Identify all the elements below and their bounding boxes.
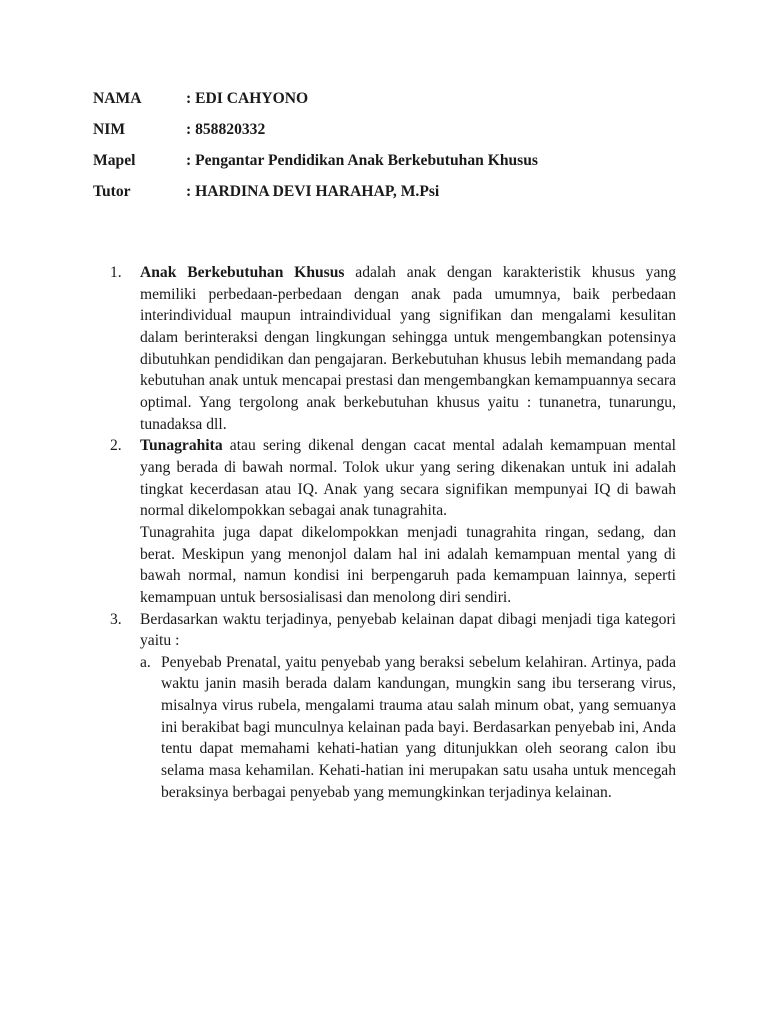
header-row-nama: [93, 88, 538, 119]
sub-item-text: Penyebab Prenatal, yaitu penyebab yang beraksi sebelum kelahiran. Artinya, pada waktu janin masih berada dalam kandungan, mungkin sang ibu terserang virus, misalnya virus rubela, mengalami trauma atau salah minum obat, yang semuanya ini berakibat bagi munculnya kelainan pada bayi. Berdasarkan penyebab ini, Anda tentu dapat memahami kehati-hatian yang ditunjukkan oleh seorang calon ibu selama masa kehamilan. Kehati-hatian ini merupakan satu usaha untuk mencegah beraksinya berbagai penyebab yang memungkinkan terjadinya kelainan.: [161, 653, 676, 801]
header-value: : EDI CAHYONO: [186, 90, 309, 107]
answer-list: [110, 262, 676, 803]
sub-list-item: [140, 652, 676, 804]
header-row-tutor: [93, 181, 538, 212]
list-item: [110, 435, 676, 608]
header-label: NIM: [93, 121, 126, 138]
header-label: NAMA: [93, 90, 142, 107]
header-value: : HARDINA DEVI HARAHAP, M.Psi: [186, 183, 440, 200]
list-item: [110, 609, 676, 804]
sub-item-letter: a.: [140, 653, 151, 671]
header-value: : Pengantar Pendidikan Anak Berkebutuhan Khusus: [186, 152, 538, 169]
list-item: [110, 262, 676, 435]
term-bold: Anak Berkebutuhan Khusus: [140, 264, 345, 281]
item-body: [140, 609, 676, 804]
item-number: 1.: [110, 264, 122, 281]
header-row-mapel: [93, 150, 538, 181]
identity-header: [93, 88, 538, 212]
paragraph: Tunagrahita juga dapat dikelompokkan menjadi tunagrahita ringan, sedang, dan berat. Meskipun yang menonjol dalam hal ini adalah kemampuan mental yang di bawah normal, namun kondisi ini berpengaruh pada kemampuan lainnya, seperti kemampuan untuk bersosialisasi dan menolong diri sendiri.: [140, 523, 676, 606]
paragraph: [140, 435, 676, 522]
paragraph-text: adalah anak dengan karakteristik khusus yang memiliki perbedaan-perbedaan dengan anak pada umumnya, baik perbedaan interindividual maupun intraindividual yang signifikan dan mengalami kesulitan dalam berinteraksi dengan lingkungan sehingga untuk mengembangkan potensinya dibutuhkan pendidikan dan pengajaran. Berkebutuhan khusus lebih memandang pada kebutuhan anak untuk mencapai prestasi dan mengembangkan kemampuannya secara optimal. Yang tergolong anak berkebutuhan khusus yaitu : tunanetra, tunarungu, tunadaksa dll.: [140, 264, 676, 433]
header-label: Tutor: [93, 183, 131, 200]
item-body: [140, 262, 676, 435]
paragraph-text: atau sering dikenal dengan cacat mental adalah kemampuan mental yang berada di bawah normal. Tolok ukur yang sering dikenakan untuk ini adalah tingkat kecerdasan atau IQ. Anak yang secara signifikan mempunyai IQ di bawah normal dikelompokkan sebagai anak tunagrahita.: [140, 437, 676, 520]
item-number: 2.: [110, 437, 122, 455]
header-row-nim: [93, 119, 538, 150]
header-label: Mapel: [93, 152, 136, 169]
paragraph: [140, 262, 676, 435]
term-bold: Tunagrahita: [140, 437, 223, 455]
item-body: [140, 435, 676, 608]
header-value: : 858820332: [186, 121, 266, 138]
item-number: 3.: [110, 610, 122, 628]
paragraph: Berdasarkan waktu terjadinya, penyebab kelainan dapat dibagi menjadi tiga kategori yaitu :: [140, 610, 676, 650]
